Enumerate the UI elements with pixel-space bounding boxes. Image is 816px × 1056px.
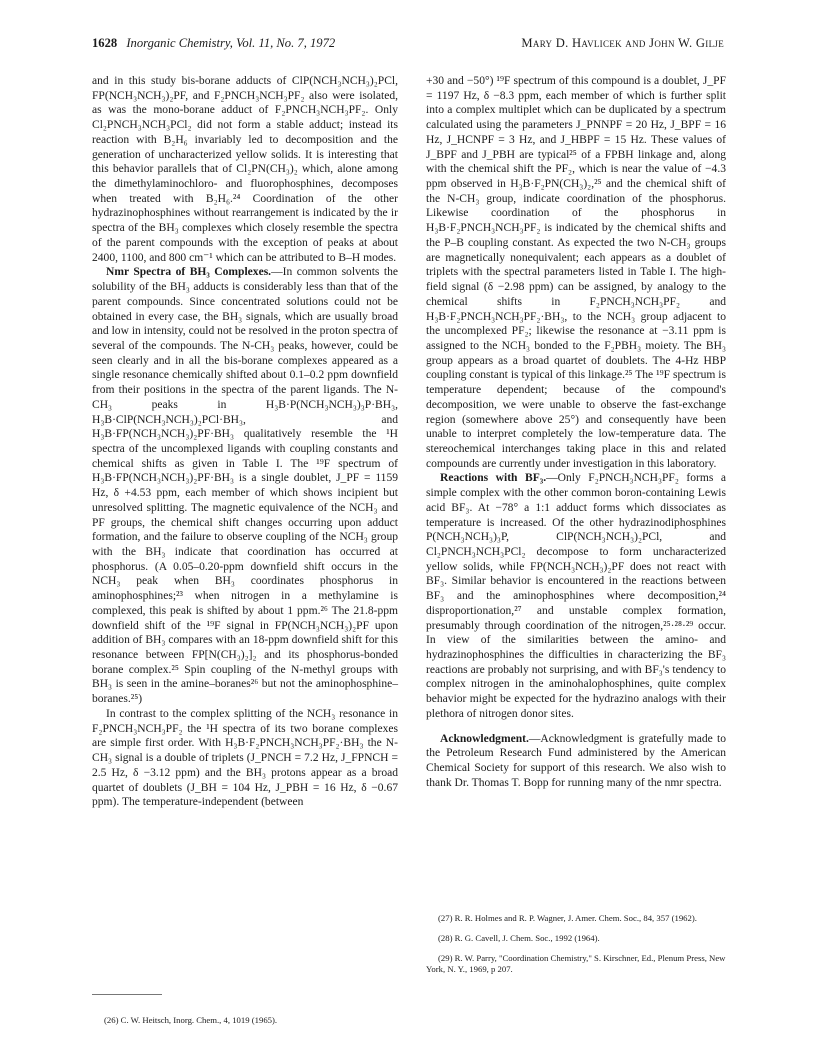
paragraph-text: —In common solvents the solubility of the BH₃ adducts is considerably less than that of the parent compounds. Since concentrated solutions could not be obtained in every case, the BH₃ signals, which are usually broad and low in intensity, could not be resolved in the proton spectra of several of the compounds. The N-CH₃ peaks, however, could be seen clearly and in all the bis-borane complexes appeared as a single resonance chemically shifted about 0.1–0.2 ppm downfield from their positions in the spectra of the parent ligands. The N-CH₃ peaks in H₃B·P(NCH₃NCH₃)₃P·BH₃, H₃B·ClP(NCH₃NCH₃)₂PCl·BH₃, and H₃B·FP(NCH₃NCH₃)₂PF·BH₃ qualitatively resemble the ¹H spectra of the uncomplexed ligands with coupling constants and chemical shifts as given in Table I. The ¹⁹F spectrum of H₃B·FP(NCH₃NCH₃)₂PF·BH₃ is a single doublet, J_PF = 1159 Hz, δ +4.53 ppm, each member of which shows incipient but unresolved splitting. The magnetic equivalence of the NCH₃ and PF groups, the chemical shift changes occurring upon adduct formation, and the failure to observe coupling of the NCH₃ group with the BH₃ indicate that coordination has occurred at phosphorus. (A 0.05–0.20-ppm downfield shift occurs in the NCH₃ peak when BH₃ coordinates phosphorus in aminophosphines;²³ when nitrogen in a methylamine is complexed, this peak is shifted by about 1 ppm.²⁶ The 21.8-ppm downfield shift of the ¹⁹F signal in FP(NCH₃NCH₃)₂PF upon addition of BH₃ compares with an 18-ppm downfield shift for this resonance between FP[N(CH₃)₂]₂ and its phosphorus-bonded borane complex.²⁵ Spin coupling of the N-methyl groups with BH₃ is seen in the amine–boranes²⁶ but not the aminophosphine–boranes.²⁵) <box>92 266 398 706</box>
footnote: (28) R. G. Cavell, J. Chem. Soc., 1992 (1964). <box>438 932 600 943</box>
footnotes-right <box>426 904 726 984</box>
page-number: 1628 <box>92 36 118 50</box>
acknowledgment <box>426 732 726 791</box>
paragraph: In contrast to the complex splitting of the NCH₃ resonance in F₂PNCH₃NCH₃PF₂ the ¹H spectra of its two borane complexes are simple first order. With H₃B·F₂PNCH₃NCH₃PF₂·BH₃ the N-CH₃ signal is a double of triplets (J_PNCH = 7.2 Hz, J_FPNCH = 2.5 Hz, δ −3.12 ppm) and the BH₃ protons appear as a broad quartet of doublets (J_BH = 104 Hz, J_PBH = 16 Hz, δ −0.67 ppm). The temperature-independent (between <box>92 707 398 809</box>
header-left <box>92 36 335 51</box>
author-names: Mary D. Havlicek and John W. Gilje <box>521 36 724 50</box>
footnote-divider <box>92 994 162 995</box>
paragraph-text: —Only F₂PNCH₃NCH₃PF₂ forms a simple complex with the other common boron-containing Lewis acid BF₃. At −78° a 1:1 adduct forms which dissociates as temperature is increased. Of the other hydrazinodiphosphines P(NCH₃NCH₃)₃P, ClP(NCH₃NCH₃)₂PCl, and Cl₂PNCH₃NCH₃PCl₂ decompose to form uncharacterized yellow solids, while FP(NCH₃NCH₃)₂PF does not react with BF₃. Similar behavior is encountered in the reactions between BF₃ and the aminophosphines where decomposition,²⁴ disproportionation,²⁷ and unstable complex formation, presumably through coordination of the nitrogen,²⁵·²⁸·²⁹ occur. In view of the similarities between the amino- and hydrazinophosphines the difficulties in characterizing the BF₃ reactions are probably not surprising, and with BF₃'s tendency to complex nitrogen in the aminohalophosphines, quite complex behavior might be expected for the hydrazino analogs with their plethora of nitrogen donor sites. <box>426 472 726 720</box>
footnote: (27) R. R. Holmes and R. P. Wagner, J. Amer. Chem. Soc., 84, 357 (1962). <box>438 912 697 923</box>
section-heading: Reactions with BF₃. <box>440 472 547 485</box>
footnote: (29) R. W. Parry, "Coordination Chemistry," S. Kirschner, Ed., Plenum Press, New York, N. Y., 1969, p 207. <box>426 952 726 975</box>
left-column <box>92 74 398 810</box>
footnote: (26) C. W. Heitsch, Inorg. Chem., 4, 1019 (1965). <box>104 1014 278 1025</box>
paragraph: and in this study bis-borane adducts of ClP(NCH₃NCH₃)₂PCl, FP(NCH₃NCH₃)₂PF, and F₂PNCH₃NCH₃PF₂ also were isolated, as was the mono-borane adduct of F₂PNCH₃NCH₃PF₂. Only Cl₂PNCH₃NCH₃PCl₂ did not form a stable adduct; instead its reaction with B₂H₆ invariably led to decomposition and the generation of uncharacterized yellow solids. It is interesting that this behavior parallels that of Cl₂PN(CH₃)₂ which, alone among the dimethylaminochloro- and fluorophosphines, decomposes when treated with B₂H₆.²⁴ Coordination of the other hydrazinophosphines without rearrangement is indicated by the ir spectra of the BH₃ complexes which closely resemble the spectra of the parent compounds with the exception of peaks at about 2400, 1100, and 800 cm⁻¹ which can be attributed to B–H modes. <box>92 75 398 264</box>
paragraph <box>426 471 726 721</box>
paragraph <box>92 265 398 707</box>
right-column <box>426 74 726 791</box>
footnotes-left <box>92 1006 398 1035</box>
paragraph: +30 and −50°) ¹⁹F spectrum of this compound is a doublet, J_PF = 1197 Hz, δ −8.3 ppm, each member of which is further split into a complex multiplet which can be duplicated by a spectrum calculated using the parameters J_PNNPF = 20 Hz, J_BPF = 16 Hz, J_HCNPF = 3 Hz, and J_HBPF = 15 Hz. These values of J_BPF and J_PBH are typical²⁵ of a FPBH linkage and, along with the chemical shift the PF₂, which is near the value of −4.3 ppm observed in H₃B·F₂PN(CH₃)₂,²⁵ and the chemical shift of the N-CH₃ group, indicate coordination of the phosphorus. Likewise coordination of the phosphorus in H₃B·F₂PNCH₃NCH₃PF₂ is indicated by the chemical shifts and the P–B coupling constant. As expected the two N-CH₃ groups are magnetically nonequivalent; each appears as a doublet of triplets with the spectral parameters listed in Table I. The high-field signal (δ −2.98 ppm) can be assigned, by analogy to the chemical shifts in F₂PNCH₃NCH₃PF₂ and H₃B·F₂PNCH₃NCH₃PF₂·BH₃, to the NCH₃ group adjacent to the uncomplexed PF₂; likewise the resonance at −3.11 ppm is assigned to the NCH₃ bonded to the F₂PBH₃ moiety. The BH₃ group appears as a broad quartet of doublets. The 4-Hz HBP coupling constant is typical of this linkage.²⁵ The ¹⁹F spectrum is temperature dependent; because of the compound's decomposition, we were unable to observe the fast-exchange region (somewhere above 25°) and consequently have been unable to interpret completely the low-temperature data. The stereochemical interchanges taking place in this and related compounds are currently under investigation in this laboratory. <box>426 75 726 470</box>
journal-citation: Inorganic Chemistry, Vol. 11, No. 7, 1972 <box>126 36 336 50</box>
section-heading: Acknowledgment. <box>440 732 529 745</box>
section-heading: Nmr Spectra of BH₃ Complexes. <box>106 266 272 279</box>
page-header <box>92 36 724 58</box>
acknowledgment-text: —Acknowledgment is gratefully made to the Petroleum Research Fund administered by the American Chemical Society for support of this research. We also wish to thank Dr. Thomas T. Bopp for running many of the nmr spectra. <box>426 732 726 789</box>
